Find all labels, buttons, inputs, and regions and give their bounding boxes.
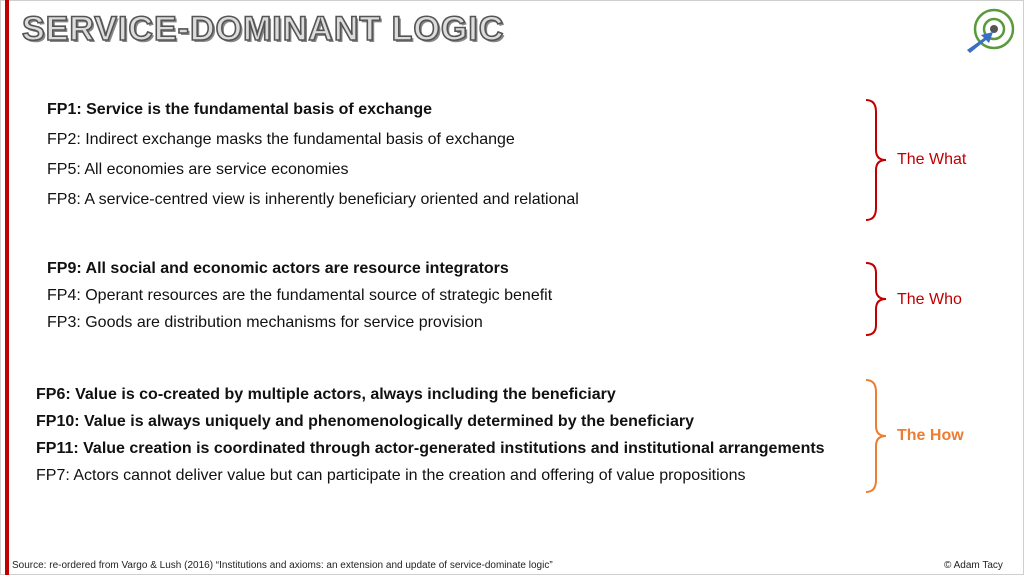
group-label-who: The Who — [897, 291, 962, 308]
fp-item: FP3: Goods are distribution mechanisms for service provision — [47, 314, 483, 331]
fp-item: FP6: Value is co-created by multiple actors, always including the beneficiary — [36, 386, 616, 403]
target-arrow-icon — [964, 8, 1016, 56]
fp-item: FP1: Service is the fundamental basis of exchange — [47, 101, 433, 118]
fp-item: FP11: Value creation is coordinated through actor-generated institutions and institutional arrangements — [36, 440, 825, 457]
group-label-what: The What — [897, 151, 967, 168]
fp-item: FP2: Indirect exchange masks the fundamental basis of exchange — [47, 131, 515, 148]
fp-item: FP8: A service-centred view is inherently beneficiary oriented and relational — [47, 191, 579, 208]
accent-bar — [5, 0, 9, 575]
fp-item: FP10: Value is always uniquely and phenomenologically determined by the beneficiary — [36, 413, 694, 430]
source-citation: Source: re-ordered from Vargo & Lush (2016) “Institutions and axioms: an extension and update of service-dominate logic” — [12, 560, 553, 571]
fp-item: FP5: All economies are service economies — [47, 161, 349, 178]
slide-title: SERVICE-DOMINANT LOGIC — [22, 10, 505, 48]
fp-item: FP9: All social and economic actors are resource integrators — [47, 260, 509, 277]
curly-brace-how — [864, 378, 888, 494]
copyright-notice: © Adam Tacy — [944, 560, 1003, 571]
curly-brace-who — [864, 261, 888, 337]
fp-item: FP4: Operant resources are the fundamental source of strategic benefit — [47, 287, 553, 304]
curly-brace-what — [864, 98, 888, 222]
fp-item: FP7: Actors cannot deliver value but can participate in the creation and offering of value propositions — [36, 467, 746, 484]
group-label-how: The How — [897, 427, 964, 444]
